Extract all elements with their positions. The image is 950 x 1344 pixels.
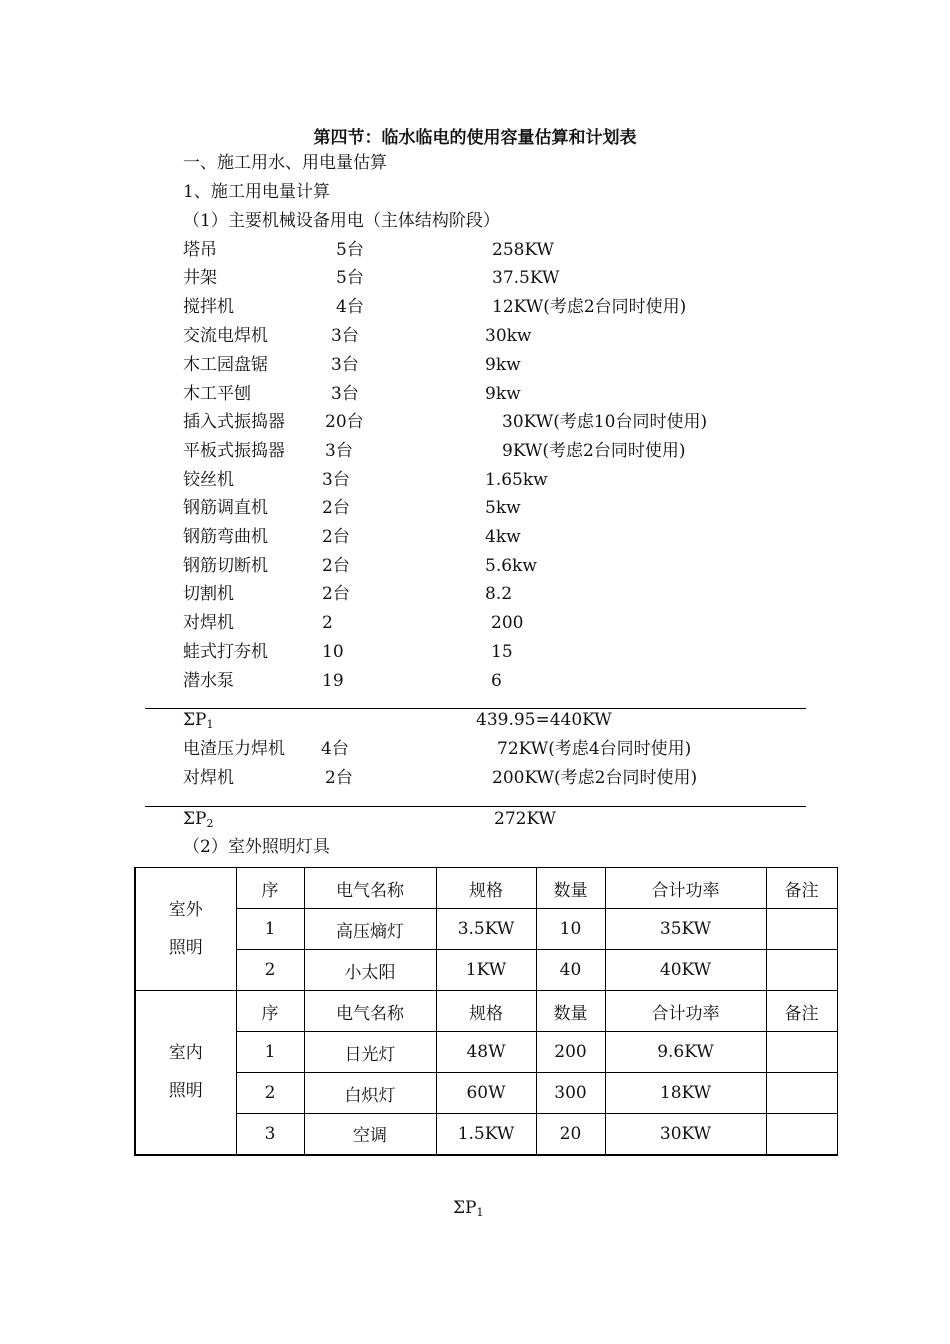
equipment-qty: 4台 xyxy=(321,739,349,759)
cell-no: 2 xyxy=(236,950,304,991)
cell-spec: 1KW xyxy=(436,950,536,991)
equipment-name: 插入式振捣器 xyxy=(183,412,285,432)
cell-qty: 10 xyxy=(536,909,605,950)
column-header: 序 xyxy=(236,868,304,909)
column-header: 数量 xyxy=(536,868,605,909)
cell-name: 空调 xyxy=(304,1114,436,1155)
equipment-name: 搅拌机 xyxy=(183,297,234,317)
lighting-table xyxy=(134,867,838,1156)
table-row xyxy=(135,1032,837,1073)
equipment-power: 1.65kw xyxy=(485,470,548,490)
cell-note xyxy=(766,1114,837,1155)
equipment-name: 潜水泵 xyxy=(183,671,234,691)
cell-name: 白炽灯 xyxy=(304,1073,436,1114)
sum-divider-2 xyxy=(145,806,806,807)
table-row xyxy=(135,950,837,991)
equipment-qty: 4台 xyxy=(336,297,364,317)
group-label-cell xyxy=(135,868,236,991)
section-heading: 一、施工用水、用电量估算 xyxy=(183,153,387,173)
group-label: 照明 xyxy=(168,1081,203,1102)
page-title: 第四节：临水临电的使用容量估算和计划表 xyxy=(313,128,637,148)
column-header: 备注 xyxy=(766,868,837,909)
equipment-qty: 10 xyxy=(322,642,344,662)
table-row xyxy=(135,1114,837,1155)
cell-total: 35KW xyxy=(605,909,766,950)
sum1-value: 439.95=440KW xyxy=(476,710,612,730)
equipment-qty: 3台 xyxy=(331,384,359,404)
equipment-power: 30kw xyxy=(485,326,532,346)
cell-qty: 20 xyxy=(536,1114,605,1155)
cell-spec: 60W xyxy=(436,1073,536,1114)
equipment-qty: 5台 xyxy=(336,240,364,260)
footer-sum-label: $\Sigma P_1$ xyxy=(453,1198,484,1219)
table-header-row xyxy=(135,868,837,909)
equipment-name: 蛙式打夯机 xyxy=(183,642,268,662)
equipment-heading: （1）主要机械设备用电（主体结构阶段） xyxy=(183,211,500,231)
column-header: 电气名称 xyxy=(304,868,436,909)
equipment-qty: 20台 xyxy=(325,412,364,432)
lighting-heading: （2）室外照明灯具 xyxy=(183,837,330,857)
equipment-power: 5kw xyxy=(485,498,521,518)
cell-total: 40KW xyxy=(605,950,766,991)
cell-spec: 48W xyxy=(436,1032,536,1073)
group-label: 照明 xyxy=(168,938,203,958)
table-header-row xyxy=(135,991,837,1032)
cell-qty: 40 xyxy=(536,950,605,991)
equipment-qty: 2台 xyxy=(322,527,350,547)
sum2-label: $\Sigma P_2$ xyxy=(183,809,214,830)
subsection-heading: 1、施工用电量计算 xyxy=(183,182,330,202)
equipment-qty: 3台 xyxy=(331,355,359,375)
equipment-name: 交流电焊机 xyxy=(183,326,268,346)
equipment-power: 9kw xyxy=(485,384,521,404)
cell-note xyxy=(766,950,837,991)
equipment-qty: 3台 xyxy=(322,470,350,490)
equipment-name: 切割机 xyxy=(183,584,234,604)
equipment-qty: 2台 xyxy=(325,768,353,788)
equipment-power: 72KW(考虑4台同时使用) xyxy=(497,739,692,759)
equipment-qty: 2台 xyxy=(322,556,350,576)
equipment-qty: 2台 xyxy=(322,498,350,518)
column-header: 备注 xyxy=(766,991,837,1032)
cell-note xyxy=(766,1073,837,1114)
cell-note xyxy=(766,1032,837,1073)
cell-no: 3 xyxy=(236,1114,304,1155)
group-label-cell xyxy=(135,991,236,1155)
equipment-power: 200KW(考虑2台同时使用) xyxy=(492,768,698,788)
table-row xyxy=(135,1073,837,1114)
equipment-power: 4kw xyxy=(485,527,521,547)
equipment-name: 木工园盘锯 xyxy=(183,355,268,375)
equipment-name: 平板式振捣器 xyxy=(183,441,285,461)
cell-no: 2 xyxy=(236,1073,304,1114)
column-header: 合计功率 xyxy=(605,991,766,1032)
equipment-power: 6 xyxy=(491,671,502,691)
equipment-power: 200 xyxy=(491,613,524,633)
equipment-name: 塔吊 xyxy=(183,240,217,260)
cell-qty: 200 xyxy=(536,1032,605,1073)
equipment-name: 对焊机 xyxy=(183,613,234,633)
equipment-qty: 3台 xyxy=(325,441,353,461)
equipment-name: 对焊机 xyxy=(183,768,234,788)
cell-name: 小太阳 xyxy=(304,950,436,991)
equipment-qty: 3台 xyxy=(331,326,359,346)
equipment-qty: 19 xyxy=(322,671,344,691)
equipment-power: 8.2 xyxy=(485,584,513,604)
cell-no: 1 xyxy=(236,909,304,950)
cell-qty: 300 xyxy=(536,1073,605,1114)
cell-total: 30KW xyxy=(605,1114,766,1155)
equipment-power: 12KW(考虑2台同时使用) xyxy=(492,297,687,317)
cell-spec: 1.5KW xyxy=(436,1114,536,1155)
column-header: 规格 xyxy=(436,991,536,1032)
equipment-name: 钢筋调直机 xyxy=(183,498,268,518)
cell-total: 18KW xyxy=(605,1073,766,1114)
column-header: 序 xyxy=(236,991,304,1032)
equipment-name: 井架 xyxy=(183,268,217,288)
equipment-qty: 5台 xyxy=(336,268,364,288)
equipment-name: 钢筋切断机 xyxy=(183,556,268,576)
cell-name: 日光灯 xyxy=(304,1032,436,1073)
cell-no: 1 xyxy=(236,1032,304,1073)
equipment-qty: 2台 xyxy=(322,584,350,604)
equipment-power: 9kw xyxy=(485,355,521,375)
sum2-value: 272KW xyxy=(494,809,557,829)
cell-note xyxy=(766,909,837,950)
equipment-name: 钢筋弯曲机 xyxy=(183,527,268,547)
equipment-power: 30KW(考虑10台同时使用) xyxy=(502,412,708,432)
sum1-label: $\Sigma P_1$ xyxy=(183,710,214,731)
equipment-qty: 2 xyxy=(322,613,333,633)
equipment-power: 258KW xyxy=(492,240,555,260)
equipment-power: 9KW(考虑2台同时使用) xyxy=(502,441,686,461)
equipment-name: 木工平刨 xyxy=(183,384,251,404)
equipment-name: 铰丝机 xyxy=(183,470,234,490)
cell-spec: 3.5KW xyxy=(436,909,536,950)
cell-total: 9.6KW xyxy=(605,1032,766,1073)
cell-name: 高压熵灯 xyxy=(304,909,436,950)
group-label: 室外 xyxy=(168,900,203,920)
column-header: 合计功率 xyxy=(605,868,766,909)
equipment-power: 37.5KW xyxy=(492,268,560,288)
equipment-power: 15 xyxy=(491,642,513,662)
column-header: 规格 xyxy=(436,868,536,909)
equipment-name: 电渣压力焊机 xyxy=(183,739,285,759)
column-header: 数量 xyxy=(536,991,605,1032)
group-label: 室内 xyxy=(168,1043,203,1064)
equipment-power: 5.6kw xyxy=(485,556,537,576)
sum-divider-1 xyxy=(145,708,806,709)
table-row xyxy=(135,909,837,950)
column-header: 电气名称 xyxy=(304,991,436,1032)
